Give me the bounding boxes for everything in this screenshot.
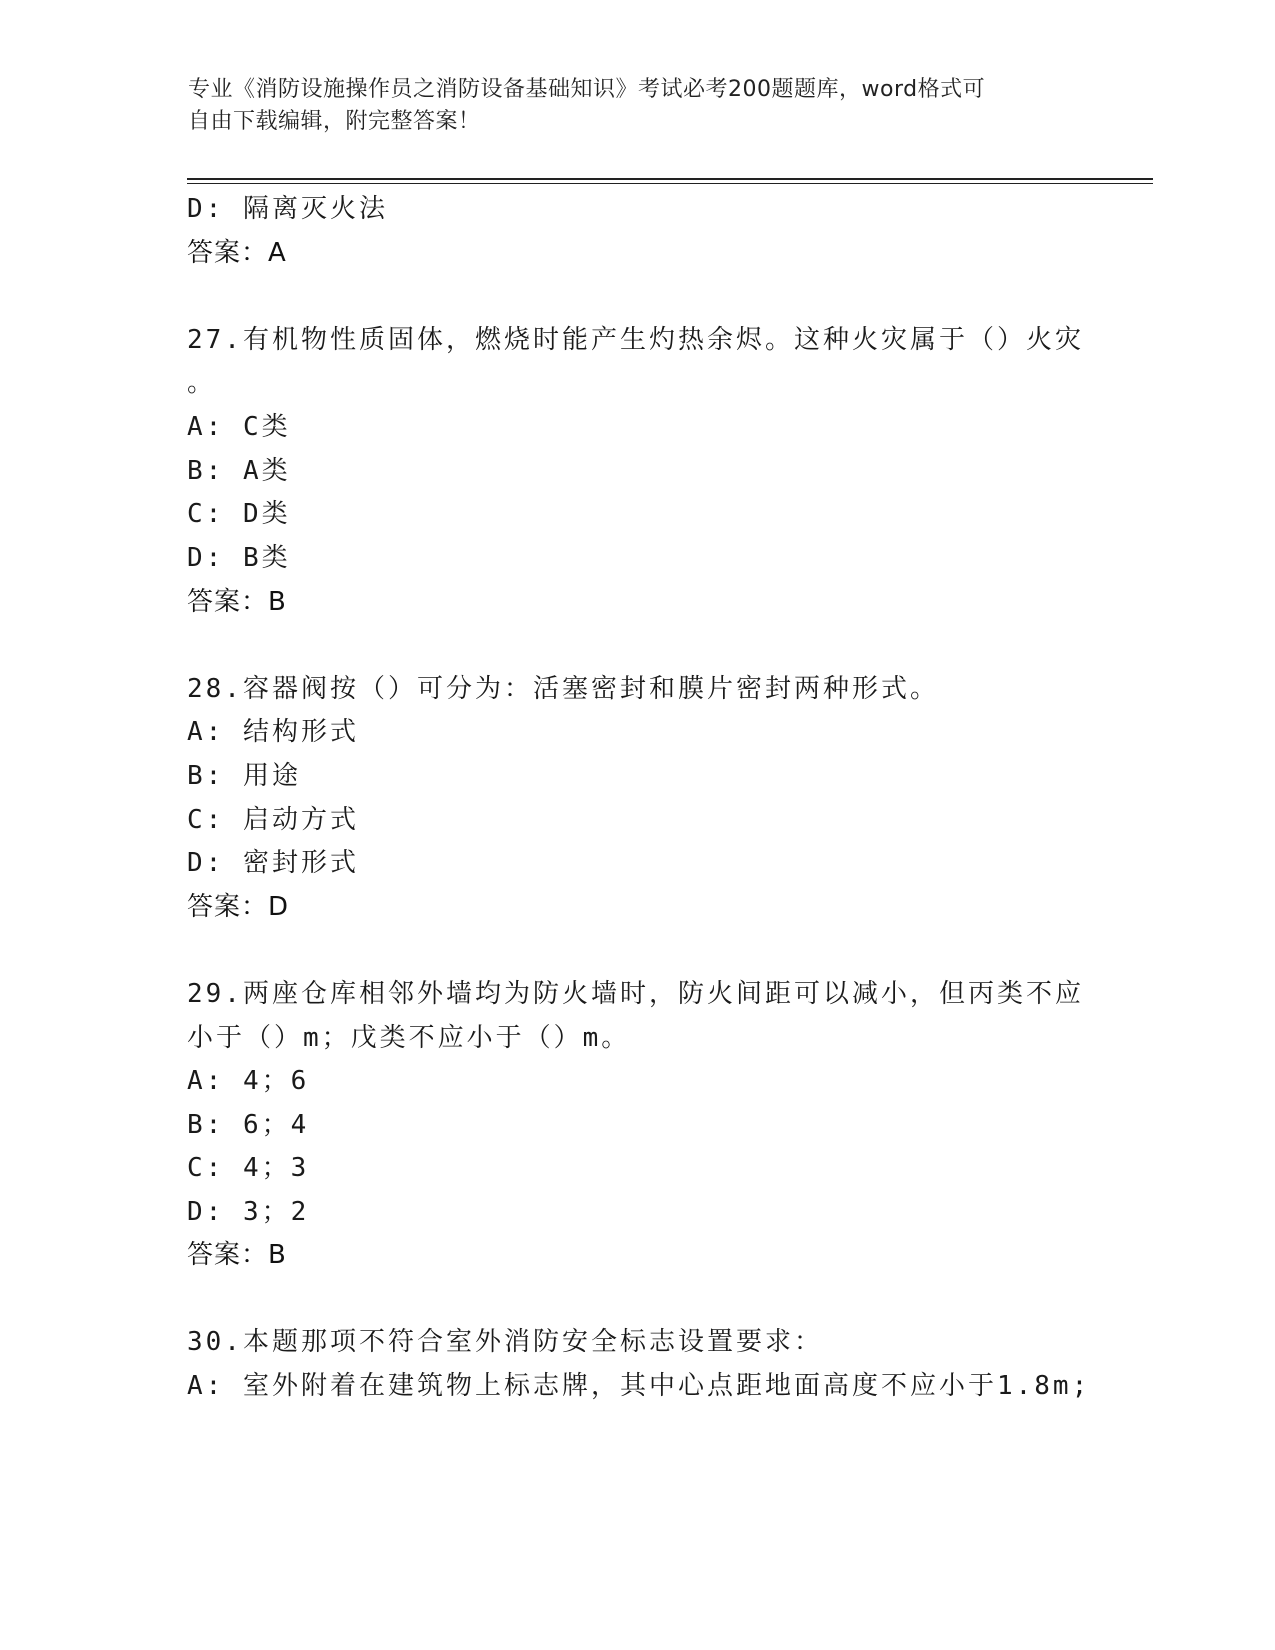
prev-option-d: D: 隔离灭火法 — [187, 194, 388, 224]
q27-answer: 答案：B — [187, 587, 287, 617]
q28-stem-line-1: 28.容器阀按（）可分为：活塞密封和膜片密封两种形式。 — [187, 674, 939, 704]
q27-option-c: C: D类 — [187, 499, 291, 529]
header-divider-thin — [187, 183, 1153, 184]
header-divider-thick — [187, 178, 1153, 180]
q27-option-a: A: C类 — [187, 412, 291, 442]
q27-stem-line-1: 27.有机物性质固体，燃烧时能产生灼热余烬。这种火灾属于（）火灾 — [187, 325, 1084, 355]
q29-option-d: D: 3；2 — [187, 1197, 310, 1227]
header-line-1: 专业《消防设施操作员之消防设备基础知识》考试必考200题题库，word格式可 — [188, 77, 986, 102]
q29-answer: 答案：B — [187, 1240, 287, 1270]
q29-stem-line-1: 29.两座仓库相邻外墙均为防火墙时，防火间距可以减小，但丙类不应 — [187, 979, 1084, 1009]
q30-stem-line-1: 30.本题那项不符合室外消防安全标志设置要求： — [187, 1327, 823, 1357]
document-header — [188, 74, 1068, 138]
q29-option-b: B: 6；4 — [187, 1110, 310, 1140]
q27-option-d: D: B类 — [187, 543, 291, 573]
q27-option-b: B: A类 — [187, 456, 291, 486]
q29-option-a: A: 4；6 — [187, 1066, 310, 1096]
prev-answer: 答案：A — [187, 238, 287, 268]
q28-option-a: A: 结构形式 — [187, 717, 359, 747]
q28-option-c: C: 启动方式 — [187, 805, 359, 835]
q28-option-b: B: 用途 — [187, 761, 301, 791]
q28-answer: 答案：D — [187, 892, 290, 922]
header-line-2: 自由下载编辑，附完整答案！ — [188, 109, 481, 134]
q28-option-d: D: 密封形式 — [187, 848, 359, 878]
q29-option-c: C: 4；3 — [187, 1153, 310, 1183]
q30-option-a: A: 室外附着在建筑物上标志牌，其中心点距地面高度不应小于1.8m; — [187, 1371, 1091, 1401]
q29-stem-line-2: 小于（）m；戊类不应小于（）m。 — [187, 1023, 631, 1053]
q27-stem-line-2: 。 — [187, 368, 217, 398]
